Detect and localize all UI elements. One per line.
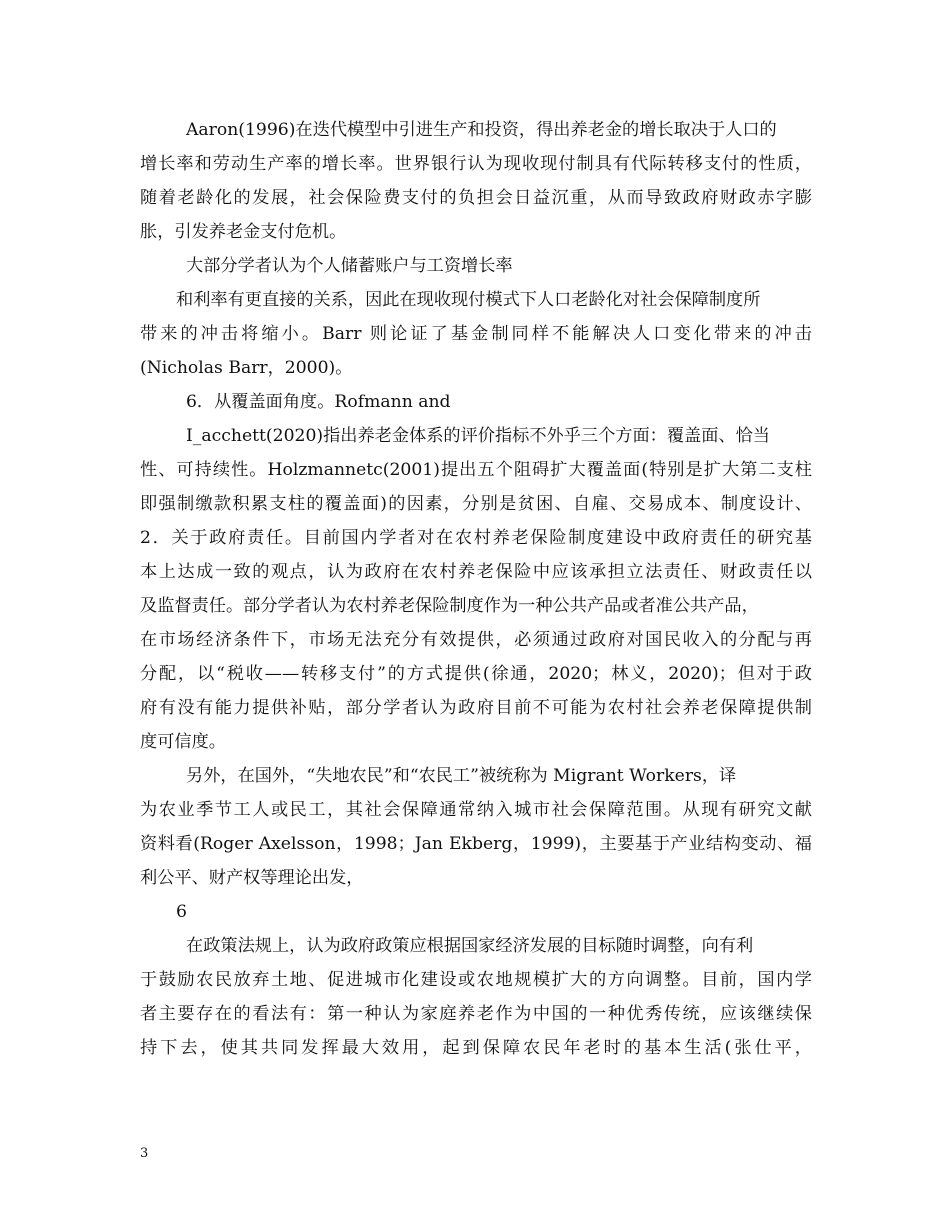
text-line: 6．从覆盖面角度。Rofmann and [186,392,451,412]
text-line: 大部分学者认为个人储蓄账户与工资增长率 [186,256,513,276]
text-line: 者主要存在的看法有：第一种认为家庭养老作为中国的一种优秀传统，应该继续保 [140,1004,812,1024]
text-line: 为农业季节工人或民工，其社会保障通常纳入城市社会保障范围。从现有研究文献 [140,800,812,820]
text-line: 于鼓励农民放弃土地、促进城市化建设或农地规模扩大的方向调整。目前，国内学 [140,970,812,990]
page-number: 3 [140,1146,149,1161]
text-line: 府有没有能力提供补贴，部分学者认为政府目前不可能为农村社会养老保障提供制 [140,698,812,718]
text-line: 利公平、财产权等理论出发， [140,868,364,888]
text-line: 和利率有更直接的关系，因此在现收现付模式下人口老龄化对社会保障制度所 [176,290,761,310]
text-line: 即强制缴款积累支柱的覆盖面)的因素，分别是贫困、自雇、交易成本、制度设计、 [140,494,812,514]
text-line: 本上达成一致的观点，认为政府在农村养老保险中应该承担立法责任、财政责任以 [140,562,812,582]
text-line: 及监督责任。部分学者认为农村养老保险制度作为一种公共产品或者准公共产品， [140,596,759,616]
text-line: 2．关于政府责任。目前国内学者对在农村养老保险制度建设中政府责任的研究基 [140,528,812,548]
text-line: 在政策法规上，认为政府政策应根据国家经济发展的目标随时调整，向有利 [186,936,754,956]
text-line: I_acchett(2020)指出养老金体系的评价指标不外乎三个方面：覆盖面、恰当 [186,426,770,446]
text-line: 分配，以“税收——转移支付”的方式提供(徐通，2020；林义，2020)；但对于政 [140,664,812,684]
text-line: 另外，在国外，“失地农民”和“农民工”被统称为 Migrant Workers，译 [186,766,737,786]
text-line: 在市场经济条件下，市场无法充分有效提供，必须通过政府对国民收入的分配与再 [140,630,812,650]
text-line: 增长率和劳动生产率的增长率。世界银行认为现收现付制具有代际转移支付的性质， [140,154,812,174]
text-line: 性、可持续性。Holzmannetc(2001)提出五个阻碍扩大覆盖面(特别是扩大第二支柱 [140,460,812,480]
text-line: 持下去，使其共同发挥最大效用，起到保障农民年老时的基本生活(张仕平， [140,1038,812,1058]
text-line: (Nicholas Barr，2000)。 [140,358,353,378]
text-line: 度可信度。 [140,732,226,752]
text-line: 资料看(Roger Axelsson，1998；Jan Ekberg，1999)，主要基于产业结构变动、福 [140,834,812,854]
text-line: 6 [176,902,187,922]
text-line: Aaron(1996)在迭代模型中引进生产和投资，得出养老金的增长取决于人口的 [186,120,777,140]
text-line: 胀，引发养老金支付危机。 [140,222,347,242]
text-line: 随着老龄化的发展，社会保险费支付的负担会日益沉重，从而导致政府财政赤字膨 [140,188,812,208]
text-line: 带来的冲击将缩小。Barr 则论证了基金制同样不能解决人口变化带来的冲击 [140,324,812,344]
